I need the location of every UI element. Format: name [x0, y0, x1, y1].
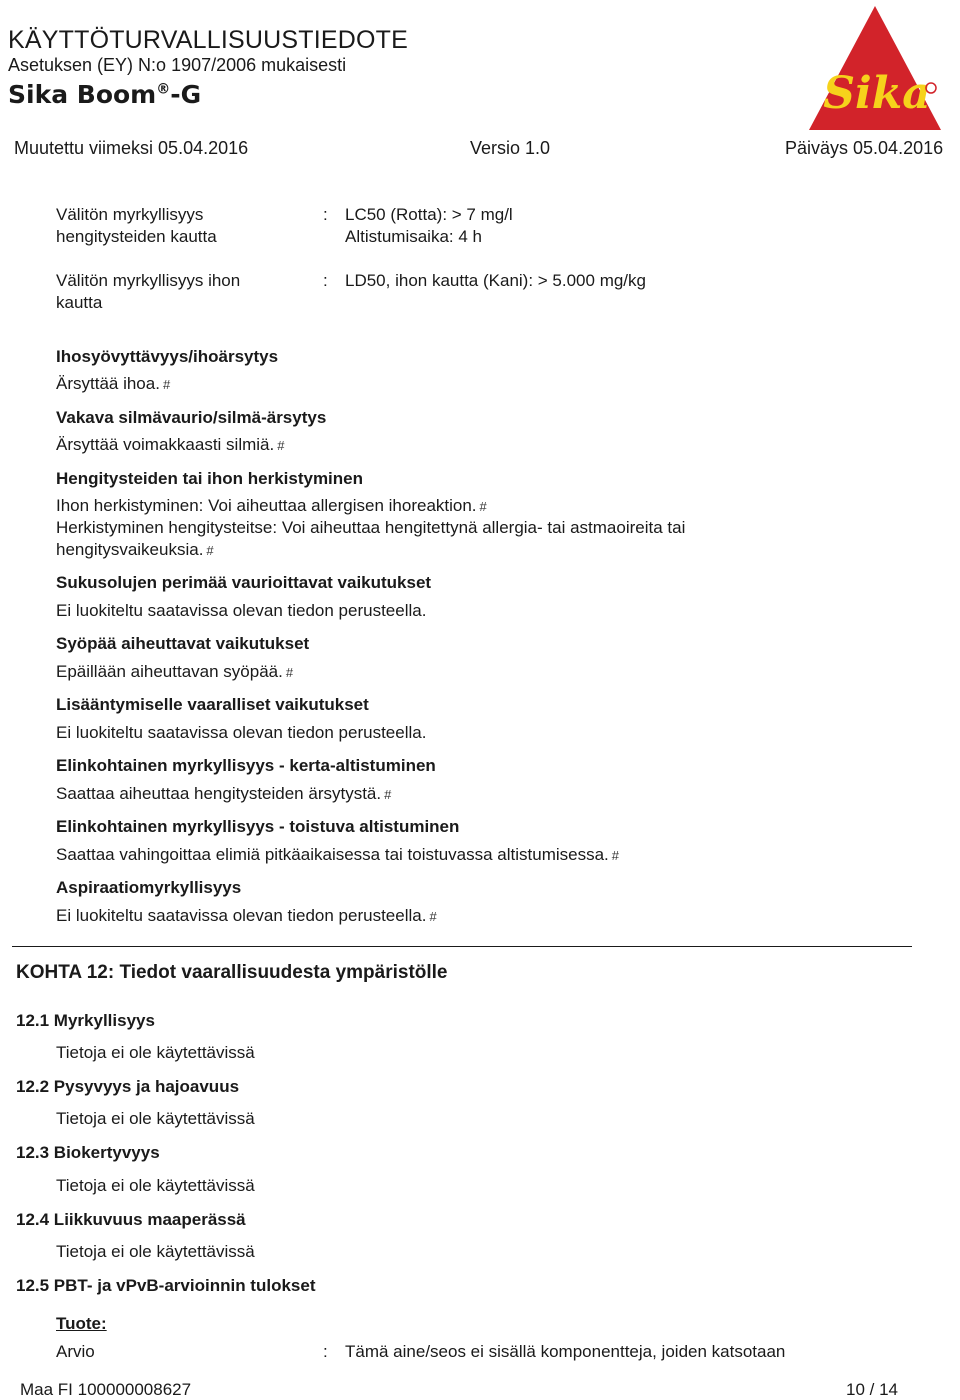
aspiration-text — [56, 906, 437, 926]
skin-sensitisation-text — [56, 496, 487, 516]
change-mark: # — [611, 848, 620, 863]
reproductive-toxicity-text: Ei luokiteltu saatavissa olevan tiedon perusteella. — [56, 723, 427, 742]
aspiration-heading: Aspiraatiomyrkyllisyys — [56, 878, 242, 897]
mutagenicity-text: Ei luokiteltu saatavissa olevan tiedon perusteella. — [56, 601, 427, 620]
inhalation-label-line1: Välitön myrkyllisyys — [56, 205, 204, 224]
product-label: Tuote: — [56, 1314, 107, 1333]
subsection-12-1-title: 12.1 Myrkyllisyys — [16, 1011, 155, 1030]
change-mark: # — [206, 543, 214, 558]
section-12-title: KOHTA 12: Tiedot vaarallisuudesta ympäristölle — [16, 962, 448, 983]
skin-corrosion-text-value: Ärsyttää ihoa. — [56, 374, 160, 393]
sika-logo — [805, 4, 945, 132]
assessment-value: Tämä aine/seos ei sisällä komponentteja, joiden katsotaan — [345, 1342, 786, 1361]
stot-single-text-value: Saattaa aiheuttaa hengitysteiden ärsytystä. — [56, 784, 382, 803]
dermal-colon: : — [323, 271, 328, 290]
aspiration-text-value: Ei luokiteltu saatavissa olevan tiedon perusteella. — [56, 906, 427, 925]
dermal-value: LD50, ihon kautta (Kani): > 5.000 mg/kg — [345, 271, 646, 290]
subsection-12-2-title: 12.2 Pysyvyys ja hajoavuus — [16, 1077, 240, 1096]
eye-damage-text-value: Ärsyttää voimakkaasti silmiä. — [56, 435, 275, 454]
stot-single-heading: Elinkohtainen myrkyllisyys - kerta-altistuminen — [56, 756, 436, 775]
subsection-12-2-text: Tietoja ei ole käytettävissä — [56, 1109, 255, 1128]
dermal-label-line1: Välitön myrkyllisyys ihon — [56, 271, 241, 290]
skin-corrosion-heading: Ihosyövyttävyys/ihoärsytys — [56, 347, 279, 366]
subsection-12-5-title: 12.5 PBT- ja vPvB-arvioinnin tulokset — [16, 1276, 316, 1295]
dermal-label-line2: kautta — [56, 293, 103, 312]
respiratory-sensitisation-text-line2-value: hengitysvaikeuksia. — [56, 540, 204, 559]
assessment-label: Arvio — [56, 1342, 95, 1361]
change-mark: # — [285, 665, 294, 680]
footer-page-number: 10 / 14 — [846, 1380, 898, 1399]
change-mark: # — [162, 377, 171, 392]
respiratory-sensitisation-text-line1: Herkistyminen hengitysteitse: Voi aiheuttaa hengitettynä allergia- tai astmaoireita tai — [56, 518, 686, 537]
skin-corrosion-text — [56, 374, 170, 394]
change-mark: # — [277, 438, 285, 453]
inhalation-value-line1: LC50 (Rotta): > 7 mg/l — [345, 205, 513, 224]
change-mark: # — [384, 787, 392, 802]
product-name — [8, 80, 201, 109]
product-name-text: Sika Boom — [8, 80, 157, 109]
subsection-12-3-title: 12.3 Biokertyvyys — [16, 1143, 160, 1162]
section-divider — [12, 946, 912, 947]
carcinogenicity-text-value: Epäillään aiheuttavan syöpää. — [56, 662, 283, 681]
stot-repeated-heading: Elinkohtainen myrkyllisyys - toistuva altistuminen — [56, 817, 460, 836]
mutagenicity-heading: Sukusolujen perimää vaurioittavat vaikutukset — [56, 573, 432, 592]
registered-mark: ® — [156, 81, 171, 98]
change-mark: # — [429, 909, 437, 924]
document-title: KÄYTTÖTURVALLISUUSTIEDOTE — [8, 26, 408, 54]
reproductive-toxicity-heading: Lisääntymiselle vaaralliset vaikutukset — [56, 695, 369, 714]
subsection-12-3-text: Tietoja ei ole käytettävissä — [56, 1176, 255, 1195]
regulation-subtitle: Asetuksen (EY) N:o 1907/2006 mukaisesti — [8, 55, 347, 75]
subsection-12-4-text: Tietoja ei ole käytettävissä — [56, 1242, 255, 1261]
version: Versio 1.0 — [470, 138, 551, 158]
carcinogenicity-text — [56, 662, 293, 682]
inhalation-label-line2: hengitysteiden kautta — [56, 227, 217, 246]
inhalation-colon: : — [323, 205, 328, 224]
assessment-colon: : — [323, 1342, 328, 1361]
respiratory-sensitisation-text-line2 — [56, 540, 214, 560]
subsection-12-1-text: Tietoja ei ole käytettävissä — [56, 1043, 255, 1062]
stot-repeated-text-value: Saattaa vahingoittaa elimiä pitkäaikaisessa tai toistuvassa altistumisessa. — [56, 845, 609, 864]
footer-doc-id: Maa FI 100000008627 — [20, 1380, 192, 1399]
logo-wordmark: Sika — [823, 68, 931, 119]
carcinogenicity-heading: Syöpää aiheuttavat vaikutukset — [56, 634, 310, 653]
subsection-12-4-title: 12.4 Liikkuvuus maaperässä — [16, 1210, 246, 1229]
stot-single-text — [56, 784, 391, 804]
skin-sensitisation-text-value: Ihon herkistyminen: Voi aiheuttaa allergisen ihoreaktion. — [56, 496, 477, 515]
product-suffix: -G — [170, 80, 202, 109]
eye-damage-heading: Vakava silmävaurio/silmä-ärsytys — [56, 408, 327, 427]
modified-date: Muutettu viimeksi 05.04.2016 — [14, 138, 249, 158]
eye-damage-text — [56, 435, 284, 455]
change-mark: # — [479, 499, 487, 514]
inhalation-value-line2: Altistumisaika: 4 h — [345, 227, 482, 246]
sensitisation-heading: Hengitysteiden tai ihon herkistyminen — [56, 469, 364, 488]
stot-repeated-text — [56, 845, 619, 865]
issue-date: Päiväys 05.04.2016 — [785, 138, 944, 158]
